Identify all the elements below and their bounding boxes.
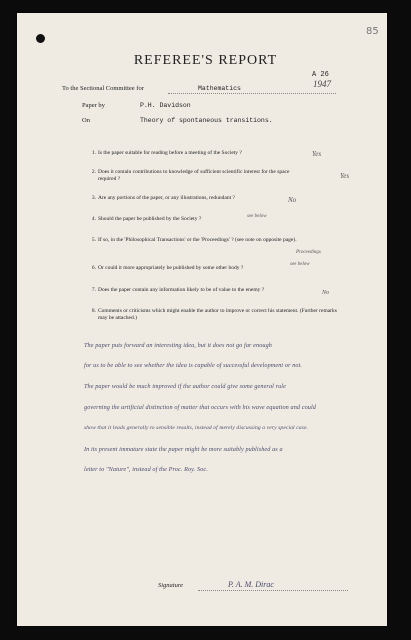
comment-line: governing the artificial distinction of matter that occurs with his wave equation and could [84, 404, 317, 411]
question-text: Are any portions of the paper, or any illustrations, redundant ? [98, 195, 235, 201]
comment-line: show that it leads generally to sensible results, instead of merely discussing a very special case. [84, 425, 309, 431]
question-text: If so, in the 'Philosophical Transactions' or the 'Proceedings' ? (see note on opposite page). [98, 237, 297, 243]
comment-line: The paper puts forward an interesting idea, but it does not go far enough [84, 342, 272, 349]
reference-code: A 26 [312, 71, 329, 79]
question-text: Or could it more appropriately be published by some other body ? [98, 265, 244, 271]
on-value: Theory of spontaneous transitions. [140, 117, 273, 124]
on-label: On [82, 117, 90, 124]
page-number: 85 [366, 26, 379, 37]
answer: No [322, 290, 330, 296]
signature-line [198, 590, 348, 591]
punch-hole [36, 34, 45, 43]
comment-line: In its present immature state the paper might be more suitably published as a [84, 446, 283, 453]
answer: see below [290, 262, 310, 267]
question-text: Does the paper contain any information likely to be of value to the enemy ? [98, 287, 265, 293]
question-number: 8. [91, 308, 96, 314]
signature: P. A. M. Dirac [228, 580, 274, 589]
paper-by-label: Paper by [82, 102, 105, 109]
question-text: Comments or criticisms which might enable the author to improve or correct his statement. (Further remarks may be attached.) [98, 308, 337, 321]
question-number: 6. [91, 265, 96, 271]
question-text: Does it contain contributions to knowledge of sufficient scientific interest for the space required ? [98, 169, 290, 182]
question-text: Is the paper suitable for reading before a meeting of the Society ? [98, 150, 242, 156]
answer: see below [247, 214, 267, 219]
committee-value: Mathematics [198, 85, 241, 92]
answer: Proceedings [296, 250, 321, 255]
signature-label: Signature [158, 582, 184, 589]
handwritten-year: 1947 [313, 79, 331, 89]
paper-by-value: P.H. Davidson [140, 102, 191, 109]
question-number: 1. [91, 150, 96, 156]
question-number: 4. [91, 216, 96, 222]
question-number: 2. [91, 169, 96, 175]
report-title: REFEREE'S REPORT [133, 53, 278, 68]
committee-underline [168, 93, 336, 94]
question-number: 7. [91, 287, 96, 293]
question-number: 3. [91, 195, 96, 201]
answer: Yes [340, 172, 350, 180]
comment-line: letter to "Nature", instead of the Proc. Roy. Soc. [84, 466, 208, 473]
answer: No [288, 196, 297, 204]
comment-line: for us to be able to see whether the idea is capable of successful development or not. [84, 362, 303, 369]
answer: Yes [312, 150, 322, 158]
question-text: Should the paper be published by the Society ? [98, 216, 202, 222]
question-number: 5. [91, 237, 96, 243]
committee-label: To the Sectional Committee for [62, 85, 144, 92]
comment-line: The paper would be much improved if the author could give some general rule [84, 383, 286, 390]
